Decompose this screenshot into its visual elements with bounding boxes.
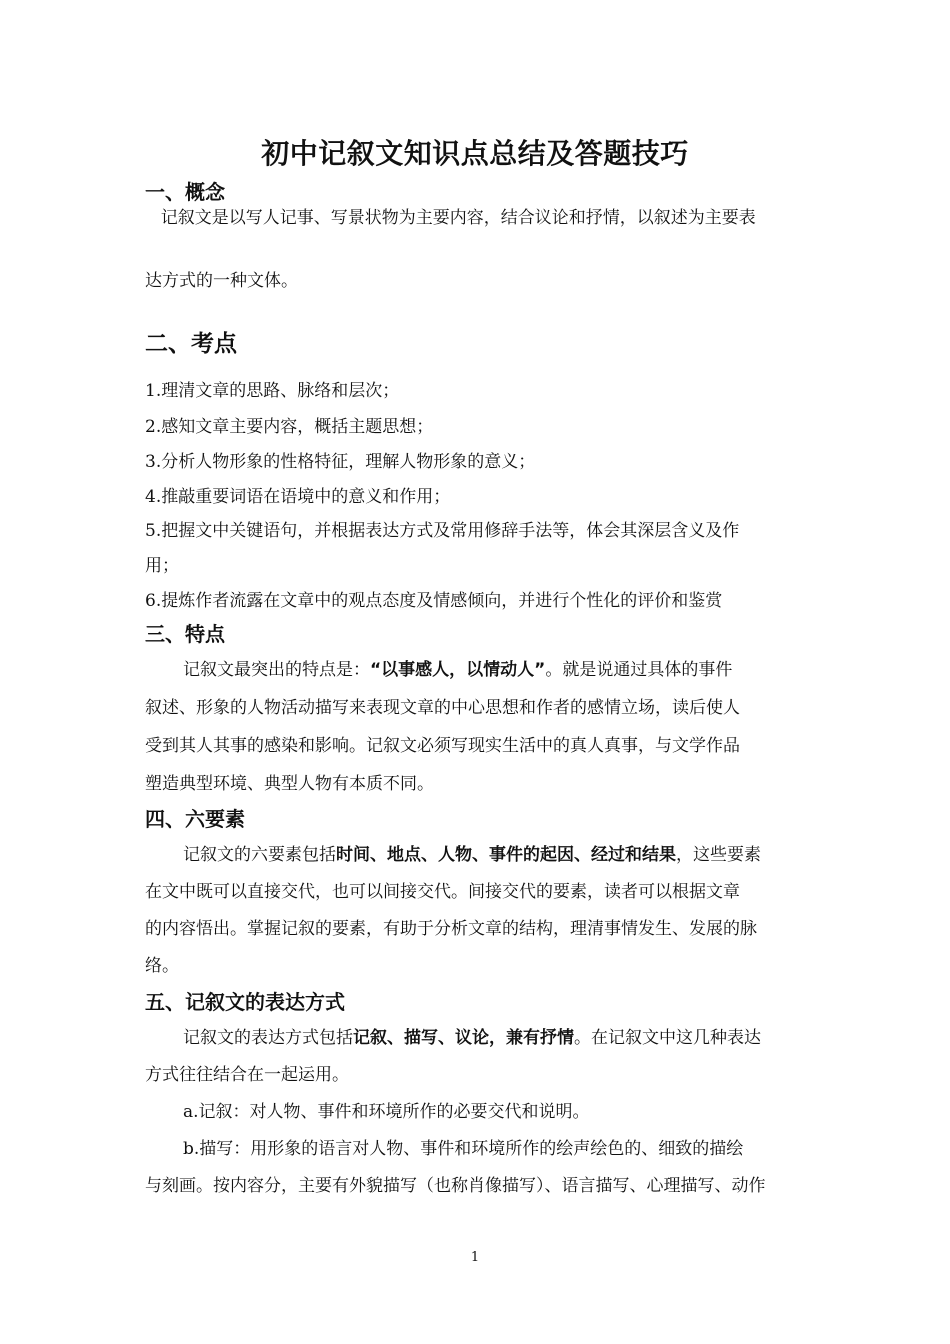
document-title: 初中记叙文知识点总结及答题技巧 <box>261 137 689 170</box>
expression-line-2: 方式往往结合在一起运用。 <box>145 1065 349 1085</box>
exam-point-item: 2.感知文章主要内容，概括主题思想； <box>145 417 434 437</box>
exam-point-item: 1.理清文章的思路、脉络和层次； <box>145 381 400 401</box>
expression-text: 。在记叙文中这几种表达 <box>574 1028 761 1048</box>
expression-line-3: a.记叙：对人物、事件和环境所作的必要交代和说明。 <box>183 1102 590 1122</box>
expression-line-4: b.描写：用形象的语言对人物、事件和环境所作的绘声绘色的、细致的描绘 <box>183 1139 744 1159</box>
six-elements-line-1 <box>183 840 761 865</box>
section-heading-concept: 一、概念 <box>145 180 225 204</box>
six-elements-key-phrase: 时间、地点、人物、事件的起因、经过和结果 <box>336 845 676 865</box>
features-line-1 <box>183 655 732 680</box>
six-elements-line-4: 络。 <box>145 956 179 976</box>
section-heading-features: 三、特点 <box>145 622 225 646</box>
six-elements-line-2: 在文中既可以直接交代，也可以间接交代。间接交代的要素，读者可以根据文章 <box>145 882 740 902</box>
expression-line-5: 与刻画。按内容分，主要有外貌描写（也称肖像描写）、语言描写、心理描写、动作 <box>145 1176 766 1196</box>
features-line-2: 叙述、形象的人物活动描写来表现文章的中心思想和作者的感情立场，读后使人 <box>145 698 740 718</box>
features-line-4: 塑造典型环境、典型人物有本质不同。 <box>145 774 434 794</box>
six-elements-text: 记叙文的六要素包括 <box>183 845 336 865</box>
section-heading-expression-methods: 五、记叙文的表达方式 <box>145 990 345 1014</box>
section-heading-six-elements: 四、六要素 <box>145 807 245 831</box>
expression-key-phrase: 记叙、描写、议论，兼有抒情 <box>353 1028 574 1048</box>
features-line-3: 受到其人其事的感染和影响。记叙文必须写现实生活中的真人真事，与文学作品 <box>145 736 740 756</box>
exam-point-item: 用； <box>145 556 179 576</box>
page-number: 1 <box>470 1250 480 1265</box>
features-text: 记叙文最突出的特点是： <box>183 660 370 680</box>
features-text: 。就是说通过具体的事件 <box>545 660 733 680</box>
six-elements-text: ，这些要素 <box>676 845 761 865</box>
concept-line-2: 达方式的一种文体。 <box>145 271 298 291</box>
concept-line-1: 记叙文是以写人记事、写景状物为主要内容，结合议论和抒情，以叙述为主要表 <box>150 208 756 228</box>
exam-point-item: 4.推敲重要词语在语境中的意义和作用； <box>145 487 451 507</box>
exam-point-item: 5.把握文中关键语句，并根据表达方式及常用修辞手法等，体会其深层含义及作 <box>145 521 740 541</box>
exam-point-item: 3.分析人物形象的性格特征，理解人物形象的意义； <box>145 452 536 472</box>
six-elements-line-3: 的内容悟出。掌握记叙的要素，有助于分析文章的结构，理清事情发生、发展的脉 <box>145 919 757 939</box>
section-heading-exam-points: 二、考点 <box>145 331 237 357</box>
exam-point-item: 6.提炼作者流露在文章中的观点态度及情感倾向，并进行个性化的评价和鉴赏 <box>145 591 723 611</box>
expression-text: 记叙文的表达方式包括 <box>183 1028 353 1048</box>
features-key-phrase: “以事感人，以情动人” <box>370 660 546 680</box>
expression-line-1 <box>183 1023 761 1048</box>
